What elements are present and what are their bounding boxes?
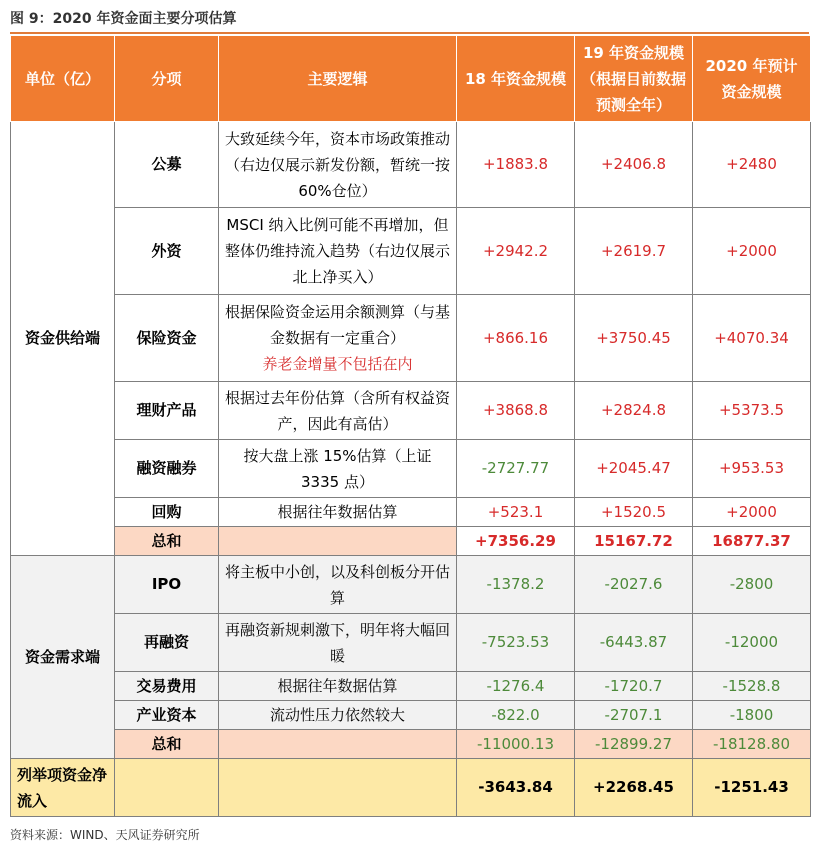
value-2018: -7523.53 — [457, 614, 575, 672]
value-2019: -2027.6 — [575, 556, 693, 614]
row-logic: 根据过去年份估算（含所有权益资产，因此有高估） — [219, 382, 457, 440]
header-row — [11, 36, 811, 122]
value-2018: +3868.8 — [457, 382, 575, 440]
row-item: 理财产品 — [115, 382, 219, 440]
row-logic-text: 根据保险资金运用余额测算（与基金数据有一定重合） — [225, 303, 451, 347]
header-logic: 主要逻辑 — [219, 36, 457, 122]
row-logic: MSCI 纳入比例可能不再增加，但整体仍维持流入趋势（右边仅展示北上净买入） — [219, 208, 457, 295]
figure-title: 图 9：2020 年资金面主要分项估算 — [10, 11, 237, 27]
title-rule — [10, 32, 809, 34]
total-2019: -12899.27 — [575, 730, 693, 759]
total-2020: 16877.37 — [693, 527, 811, 556]
capital-estimate-table — [10, 35, 811, 817]
header-2019: 19 年资金规模（根据目前数据预测全年） — [575, 36, 693, 122]
table-row — [11, 295, 811, 382]
value-2018: -1276.4 — [457, 672, 575, 701]
value-2019: +2045.47 — [575, 440, 693, 498]
row-item: 保险资金 — [115, 295, 219, 382]
value-2019: -2707.1 — [575, 701, 693, 730]
header-2020: 2020 年预计资金规模 — [693, 36, 811, 122]
value-2020: +4070.34 — [693, 295, 811, 382]
total-label: 总和 — [115, 730, 219, 759]
header-2018: 18 年资金规模 — [457, 36, 575, 122]
row-logic: 将主板中小创，以及科创板分开估算 — [219, 556, 457, 614]
row-logic: 根据往年数据估算 — [219, 498, 457, 527]
table-row — [11, 208, 811, 295]
row-logic: 按大盘上涨 15%估算（上证 3335 点） — [219, 440, 457, 498]
value-2018: -1378.2 — [457, 556, 575, 614]
table-row — [11, 440, 811, 498]
header-item: 分项 — [115, 36, 219, 122]
row-item: 外资 — [115, 208, 219, 295]
net-2020: -1251.43 — [693, 759, 811, 817]
table-row — [11, 701, 811, 730]
value-2020: +2000 — [693, 208, 811, 295]
value-2020: -1528.8 — [693, 672, 811, 701]
table-row — [11, 498, 811, 527]
value-2020: -2800 — [693, 556, 811, 614]
demand-total-row — [11, 730, 811, 759]
total-label: 总和 — [115, 527, 219, 556]
row-logic: 大致延续今年，资本市场政策推动（右边仅展示新发份额，暂统一按 60%仓位） — [219, 122, 457, 208]
net-logic-empty — [219, 759, 457, 817]
header-unit: 单位（亿） — [11, 36, 115, 122]
row-item: 再融资 — [115, 614, 219, 672]
value-2020: +2000 — [693, 498, 811, 527]
row-item: 融资融券 — [115, 440, 219, 498]
value-2019: +3750.45 — [575, 295, 693, 382]
value-2018: +1883.8 — [457, 122, 575, 208]
value-2019: +1520.5 — [575, 498, 693, 527]
value-2020: -1800 — [693, 701, 811, 730]
row-logic-note: 养老金增量不包括在内 — [262, 355, 413, 373]
net-inflow-row — [11, 759, 811, 817]
table-row — [11, 382, 811, 440]
value-2018: -2727.77 — [457, 440, 575, 498]
row-item: 交易费用 — [115, 672, 219, 701]
value-2020: +953.53 — [693, 440, 811, 498]
source-note: 资料来源：WIND、天风证券研究所 — [10, 828, 200, 842]
value-2019: +2406.8 — [575, 122, 693, 208]
net-item-empty — [115, 759, 219, 817]
supply-category: 资金供给端 — [11, 122, 115, 556]
table-row — [11, 122, 811, 208]
row-logic — [219, 295, 457, 382]
row-item: 公募 — [115, 122, 219, 208]
value-2018: +2942.2 — [457, 208, 575, 295]
row-logic: 流动性压力依然较大 — [219, 701, 457, 730]
total-2019: 15167.72 — [575, 527, 693, 556]
table-row — [11, 556, 811, 614]
value-2020: -12000 — [693, 614, 811, 672]
table-row — [11, 614, 811, 672]
net-label: 列举项资金净流入 — [11, 759, 115, 817]
value-2018: +866.16 — [457, 295, 575, 382]
row-item: IPO — [115, 556, 219, 614]
value-2018: -822.0 — [457, 701, 575, 730]
demand-category: 资金需求端 — [11, 556, 115, 759]
total-logic-empty — [219, 730, 457, 759]
row-logic: 根据往年数据估算 — [219, 672, 457, 701]
value-2019: +2619.7 — [575, 208, 693, 295]
total-2020: -18128.80 — [693, 730, 811, 759]
supply-total-row — [11, 527, 811, 556]
value-2019: +2824.8 — [575, 382, 693, 440]
net-2018: -3643.84 — [457, 759, 575, 817]
row-item: 回购 — [115, 498, 219, 527]
value-2019: -6443.87 — [575, 614, 693, 672]
value-2020: +5373.5 — [693, 382, 811, 440]
value-2019: -1720.7 — [575, 672, 693, 701]
total-2018: -11000.13 — [457, 730, 575, 759]
total-2018: +7356.29 — [457, 527, 575, 556]
row-logic: 再融资新规刺激下，明年将大幅回暖 — [219, 614, 457, 672]
value-2018: +523.1 — [457, 498, 575, 527]
table-row — [11, 672, 811, 701]
net-2019: +2268.45 — [575, 759, 693, 817]
row-item: 产业资本 — [115, 701, 219, 730]
value-2020: +2480 — [693, 122, 811, 208]
total-logic-empty — [219, 527, 457, 556]
